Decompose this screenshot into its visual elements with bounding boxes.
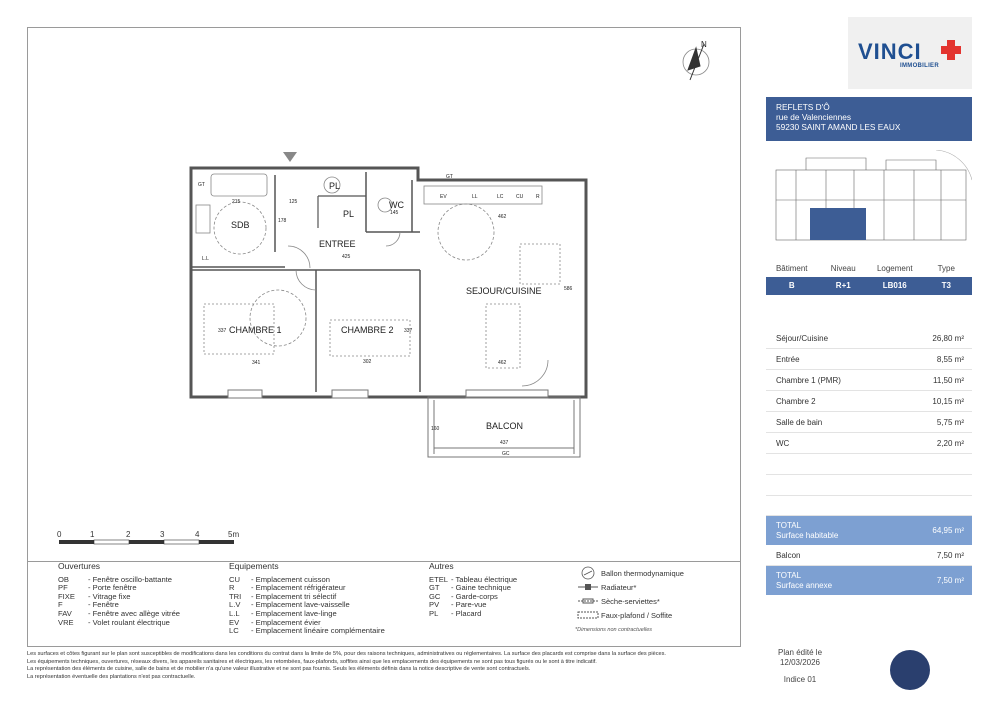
scale-tick-label: 1 bbox=[90, 530, 95, 539]
svg-text:425: 425 bbox=[342, 254, 351, 260]
legend-symbols bbox=[575, 566, 735, 635]
svg-text:145: 145 bbox=[390, 210, 399, 216]
legend-text: - Emplacement réfrigérateur bbox=[251, 583, 346, 593]
lot-header: Niveau bbox=[830, 264, 856, 273]
surface-row bbox=[766, 370, 972, 391]
room-name: Entrée bbox=[776, 355, 800, 364]
legend-autres bbox=[429, 562, 517, 619]
sejour-turning-circle bbox=[438, 204, 494, 260]
svg-text:GT: GT bbox=[446, 174, 453, 180]
legend-item bbox=[229, 627, 385, 636]
room-label-pl-1: PL bbox=[329, 181, 341, 191]
room-name: WC bbox=[776, 439, 790, 448]
symbols-note: *Dimensions non contractuelles bbox=[575, 627, 653, 633]
legend-code: EV bbox=[229, 617, 240, 627]
brand-cross-icon bbox=[940, 39, 962, 61]
legend-code: L.L bbox=[229, 608, 240, 618]
legend-code: OB bbox=[58, 574, 69, 584]
legend-text: - Fenêtre oscillo-battante bbox=[88, 574, 172, 584]
balcon-row: Balcon 7,50 m² bbox=[766, 545, 972, 566]
program-info bbox=[766, 97, 972, 141]
room-label-chambre2: CHAMBRE 2 bbox=[341, 325, 394, 335]
bathtub bbox=[211, 174, 267, 196]
legend-code: R bbox=[229, 583, 235, 593]
room-area: 26,80 m² bbox=[932, 334, 964, 343]
surface-row bbox=[766, 391, 972, 412]
window-chambre2 bbox=[332, 390, 368, 398]
footnotes: Les surfaces et côtes figurant sur le plan sont susceptibles de modifications dans les conditions du contrat dans la limite de 5%, pour des raisons techniques, administratives ou réglementaires. La surface des placards est comprise dans la surface des pièces. Les équipements techniques, ouvertures, réseaux divers, les appareils sanitaires et électriques, les retombées, faux-plafonds, soffites ainsi que les emplacements des équipements ne sont pas tous figurés ou le sont à titre indicatif. La représentation des éléments de cuisine, salle de bains et de mobilier n'a qu'une valeur illustrative et ne sont pas fournis. Seuls les éléments définis dans la notice descriptive de vente sont contractuels. La représentation éventuelle des plantations n'est pas contractuelle. bbox=[27, 651, 666, 680]
building-key-plan bbox=[766, 150, 972, 255]
lot-value: LB016 bbox=[882, 281, 907, 290]
legend-code: PV bbox=[429, 600, 440, 610]
legend-code: PL bbox=[429, 608, 439, 618]
legend-ouvertures bbox=[58, 562, 180, 627]
sofa bbox=[486, 304, 520, 368]
symbol-row: Faux-plafond / Soffite bbox=[575, 608, 735, 622]
scale-tick-label: 5m bbox=[228, 530, 240, 539]
legend-text: - Porte fenêtre bbox=[88, 583, 137, 593]
lot-value: T3 bbox=[941, 281, 951, 290]
room-area: 11,50 m² bbox=[933, 376, 964, 385]
legend-text: - Emplacement cuisson bbox=[251, 574, 330, 584]
surface-table bbox=[766, 328, 972, 595]
legend-code: LC bbox=[229, 626, 239, 636]
legend-code: GC bbox=[429, 591, 441, 601]
room-name: Séjour/Cuisine bbox=[776, 334, 829, 343]
scale-tick-label: 3 bbox=[160, 530, 165, 539]
room-name: Chambre 1 (PMR) bbox=[776, 376, 841, 385]
lot-table bbox=[766, 260, 972, 295]
interior-wall-pl bbox=[318, 196, 366, 228]
water-heater-icon bbox=[575, 566, 601, 580]
legend-code: GT bbox=[429, 583, 440, 593]
svg-text:341: 341 bbox=[252, 360, 261, 366]
room-area: 5,75 m² bbox=[936, 418, 964, 427]
room-area: 2,20 m² bbox=[936, 439, 964, 448]
legend-text: - Emplacement linéaire complémentaire bbox=[251, 626, 385, 636]
architect-seal-icon bbox=[890, 650, 930, 690]
legend-text: - Emplacement tri sélectif bbox=[251, 591, 337, 601]
legend-text: - Volet roulant électrique bbox=[88, 617, 170, 627]
brand-name: VINCI bbox=[858, 39, 922, 64]
svg-text:337: 337 bbox=[218, 328, 227, 334]
legend-text: - Emplacement lave-linge bbox=[251, 608, 337, 618]
legend-code: FAV bbox=[58, 608, 72, 618]
legend-code: PF bbox=[58, 583, 68, 593]
svg-text:302: 302 bbox=[363, 359, 372, 365]
window-chambre1 bbox=[228, 390, 262, 398]
legend-equipements bbox=[229, 562, 385, 636]
legend-item bbox=[58, 619, 180, 628]
lot-header: Bâtiment bbox=[775, 264, 808, 273]
legend-code: FIXE bbox=[58, 591, 75, 601]
svg-text:437: 437 bbox=[500, 440, 509, 446]
svg-text:GC: GC bbox=[502, 451, 510, 457]
scale-bar bbox=[45, 528, 265, 558]
legend-text: - Gaine technique bbox=[451, 583, 511, 593]
symbol-row: Sèche-serviettes* bbox=[575, 594, 735, 608]
room-label-wc: WC bbox=[389, 200, 404, 210]
surface-row bbox=[766, 349, 972, 370]
legend-item bbox=[429, 610, 517, 619]
legend-title: Autres bbox=[429, 561, 454, 571]
lot-header: Type bbox=[937, 264, 955, 273]
legend-code: F bbox=[58, 600, 63, 610]
legend-title: Ouvertures bbox=[58, 561, 101, 571]
lot-highlight bbox=[810, 208, 866, 240]
towel-dryer-icon bbox=[575, 597, 601, 605]
svg-text:462: 462 bbox=[498, 360, 507, 366]
scale-tick-label: 0 bbox=[57, 530, 62, 539]
room-area: 10,15 m² bbox=[932, 397, 964, 406]
legend-item bbox=[58, 593, 180, 602]
north-arrow-icon bbox=[683, 40, 709, 80]
room-label-sejour: SEJOUR/CUISINE bbox=[466, 286, 542, 296]
entrance-arrow-icon bbox=[283, 152, 297, 162]
legend-text: - Tableau électrique bbox=[451, 574, 518, 584]
room-label-entree: ENTREE bbox=[319, 239, 356, 249]
brand-logo bbox=[848, 17, 972, 89]
room-label-chambre1: CHAMBRE 1 bbox=[229, 325, 282, 335]
symbol-row: Radiateur* bbox=[575, 580, 735, 594]
lot-header: Logement bbox=[876, 264, 913, 273]
svg-text:LL: LL bbox=[472, 194, 478, 200]
room-name: Chambre 2 bbox=[776, 397, 816, 406]
svg-text:462: 462 bbox=[498, 214, 507, 220]
scale-tick-label: 4 bbox=[195, 530, 200, 539]
symbol-row: Ballon thermodynamique bbox=[575, 566, 735, 580]
legend-text: - Emplacement lave-vaisselle bbox=[251, 600, 350, 610]
svg-text:215: 215 bbox=[232, 199, 241, 205]
svg-text:LC: LC bbox=[497, 194, 504, 200]
svg-text:125: 125 bbox=[289, 199, 298, 205]
svg-text:GT: GT bbox=[198, 182, 205, 188]
legend-code: TRI bbox=[229, 591, 242, 601]
legend-text: - Placard bbox=[451, 608, 482, 618]
lot-value: R+1 bbox=[835, 281, 851, 290]
legend-text: - Fenêtre bbox=[88, 600, 119, 610]
legend-text: - Pare-vue bbox=[451, 600, 487, 610]
svg-text:CU: CU bbox=[516, 194, 524, 200]
svg-text:586: 586 bbox=[564, 286, 573, 292]
scale-tick-label: 2 bbox=[126, 530, 131, 539]
svg-text:337: 337 bbox=[404, 328, 413, 334]
surface-row bbox=[766, 433, 972, 454]
svg-text:160: 160 bbox=[431, 426, 440, 432]
svg-text:L.L: L.L bbox=[202, 256, 209, 262]
legend-text: - Vitrage fixe bbox=[88, 591, 131, 601]
dining-table bbox=[520, 244, 560, 284]
lot-value: B bbox=[788, 281, 795, 290]
legend-code: ETEL bbox=[429, 574, 448, 584]
total-annexe-row: TOTAL Surface annexe 7,50 m² bbox=[766, 566, 972, 595]
room-area: 8,55 m² bbox=[936, 355, 964, 364]
legend-text: - Emplacement évier bbox=[251, 617, 321, 627]
edit-info: Plan édité le 12/03/2026 Indice 01 bbox=[777, 648, 823, 684]
bedroom1-turning-circle bbox=[250, 290, 306, 346]
room-label-balcon: BALCON bbox=[486, 421, 524, 431]
room-label-pl-2: PL bbox=[343, 209, 355, 219]
radiator-icon bbox=[575, 583, 601, 591]
surface-row bbox=[766, 412, 972, 433]
svg-text:N: N bbox=[701, 40, 707, 49]
legend-code: L.V bbox=[229, 600, 241, 610]
svg-text:EV: EV bbox=[440, 194, 447, 200]
room-label-sdb: SDB bbox=[231, 220, 250, 230]
svg-text:R: R bbox=[536, 194, 540, 200]
program-name: REFLETS D'Ô bbox=[776, 102, 830, 112]
total-habitable-row: TOTAL Surface habitable 64,95 m² bbox=[766, 516, 972, 545]
legend-code: CU bbox=[229, 574, 240, 584]
legend-text: - Fenêtre avec allège vitrée bbox=[88, 608, 181, 618]
program-street: rue de Valenciennes bbox=[776, 112, 852, 122]
brand-subtitle: IMMOBILIER bbox=[900, 63, 939, 69]
svg-text:178: 178 bbox=[278, 218, 287, 224]
room-name: Salle de bain bbox=[776, 418, 823, 427]
legend-text: - Garde-corps bbox=[451, 591, 498, 601]
legend-code: VRE bbox=[58, 617, 74, 627]
surface-row bbox=[766, 328, 972, 349]
legend-title: Equipements bbox=[229, 561, 279, 571]
false-ceiling-icon bbox=[575, 611, 601, 619]
program-city: 59230 SAINT AMAND LES EAUX bbox=[776, 122, 901, 132]
